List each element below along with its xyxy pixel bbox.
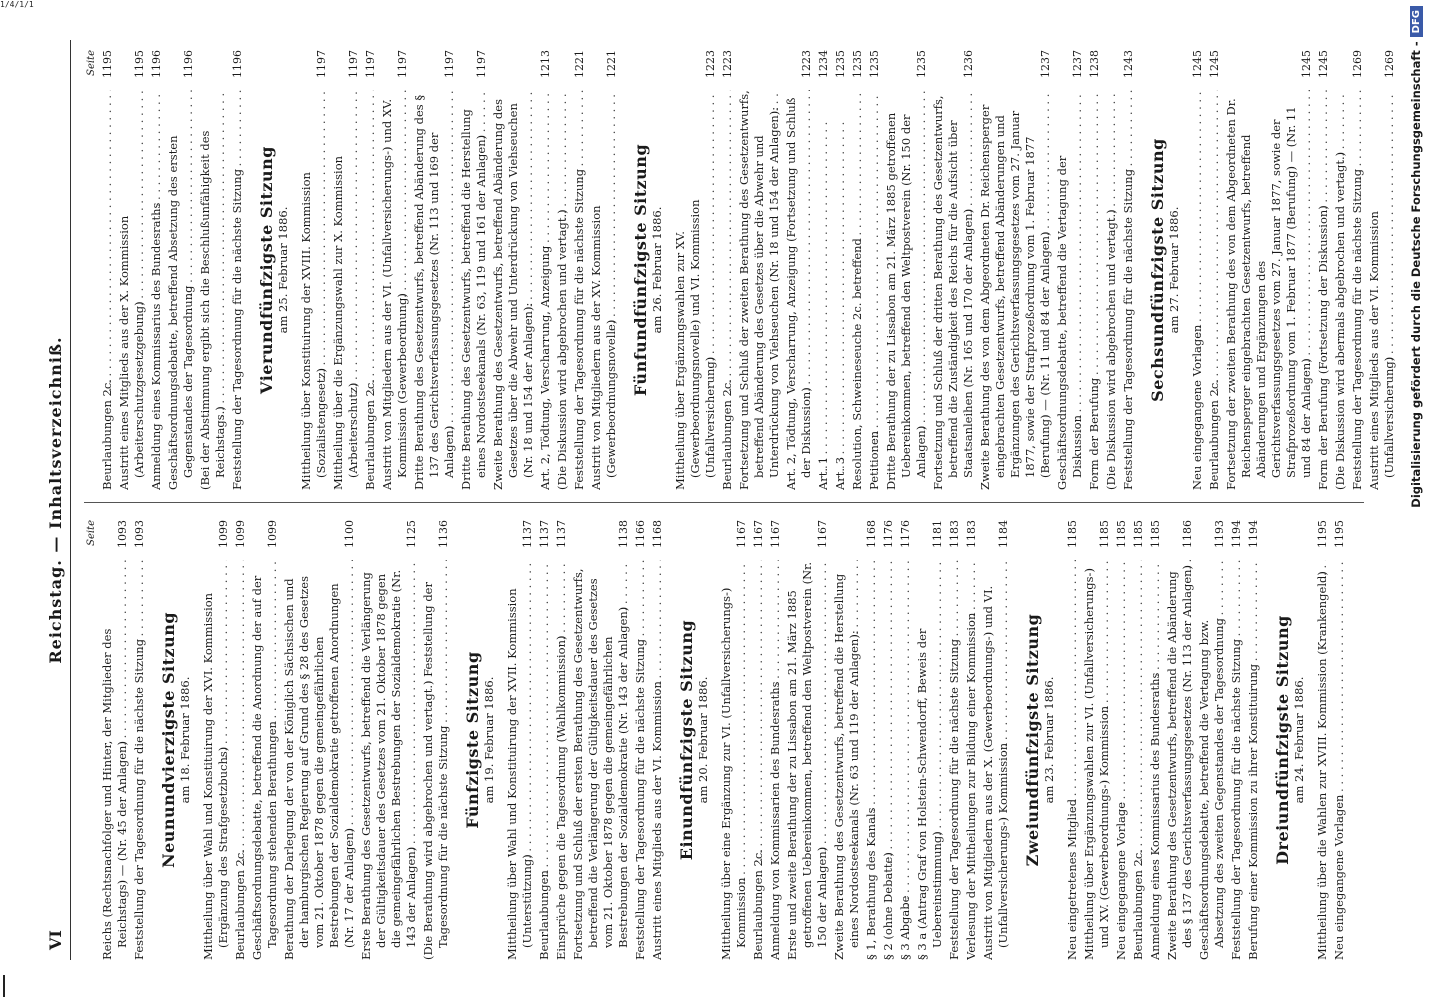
toc-entry — [864, 520, 879, 960]
toc-entry-text: Mittheilung über Konstituirung der XVIII. Kommission (Sozialistengesetz) . . . — [299, 90, 329, 490]
toc-entry-page: 1243 — [1122, 50, 1135, 78]
toc-entry — [132, 520, 147, 960]
toc-entry-text: Beurlaubungen 2c. . . . — [233, 560, 248, 960]
session-date: am 26. Februar 1886. — [650, 206, 664, 334]
toc-entry-page: 1195 — [1316, 520, 1329, 548]
toc-entry-text: Berufung einer Kommission zu ihrer Konstituirung . . . — [1246, 560, 1261, 960]
toc-entry-page: 1093 — [133, 520, 146, 548]
session-date: am 24. Februar 1886. — [1292, 676, 1306, 804]
toc-entry — [1367, 50, 1397, 490]
toc-entry-page: 1235 — [868, 50, 881, 78]
session-date: am 25. Februar 1886. — [276, 206, 290, 334]
toc-entry-text: Resolution, Schweineseuche 2c. betreffend . . . — [850, 90, 865, 490]
toc-entry-text: Dritte Berathung des Gesetzentwurfs, betreffend die Herstellung eines Nordostseekanals (Nr. 63, 119 und 161 der Anlagen) . . . — [459, 90, 489, 490]
toc-entry-text: Austritt von Mitgliedern aus der VI. (Unfallversicherungs-) und XV. Kommission (Gewerbeordnung) . . . — [380, 90, 410, 490]
dfg-logo: DFG — [1410, 6, 1423, 37]
toc-entry-text: Art. 3 . . . — [833, 90, 848, 490]
toc-entry — [589, 50, 619, 490]
toc-entry — [867, 50, 882, 490]
toc-entry-page: 1245 — [1300, 50, 1313, 78]
toc-entry — [282, 520, 357, 960]
toc-entry — [1131, 520, 1146, 960]
toc-entry — [785, 520, 830, 960]
toc-entry-page: 1197 — [475, 50, 488, 78]
toc-entry — [1224, 50, 1314, 490]
toc-entry — [650, 520, 665, 960]
toc-entry-page: 1223 — [721, 50, 734, 78]
toc-entry-text: Mittheilung über die Ergänzungswahl zur X. Kommission (Arbeiterschutz) . . . — [331, 90, 361, 490]
toc-entry-text: Austritt eines Mitglieds aus der VI. Kommission . . . — [650, 560, 665, 960]
toc-entry-text: (Die Diskussion wird abgebrochen und vertagt.) . . . — [555, 90, 570, 490]
toc-entry-page: 1185 — [1066, 520, 1079, 548]
toc-entry-text: (Die Diskussion wird abermals abgebrochen und vertagt.) . . . — [1333, 90, 1348, 490]
toc-entry-text: Petitionen . . . — [867, 90, 882, 490]
toc-entry-text: Feststellung der Tagesordnung für die nächste Sitzung . . . — [1121, 90, 1136, 490]
toc-entry — [1246, 520, 1261, 960]
toc-entry — [572, 50, 587, 490]
toc-entry — [554, 520, 569, 960]
toc-entry-page: 1237 — [1039, 50, 1052, 78]
toc-entry — [1065, 520, 1080, 960]
toc-entry — [117, 50, 147, 490]
session-date: am 19. Februar 1886. — [482, 676, 496, 804]
toc-entry — [931, 50, 976, 490]
toc-entry-page: 1269 — [1351, 50, 1364, 78]
toc-entry-text: Fortsetzung und Schluß der ersten Berathung des Gesetzentwurfs, betreffend die Verlängerung der Gültigkeitsdauer des Gesetzes vom 21. Oktober 1878 gegen die gemeingefährlichen Bestrebungen der Sozialdemokratie (Nr. 143 der Anlagen) . . . — [571, 560, 631, 960]
toc-entry — [947, 520, 962, 960]
toc-entry-text: Austritt von Mitgliedern aus der X. (Gewerbeordnungs-) und VI. (Unfallversicherungs-) Kommission . . . — [981, 560, 1011, 960]
toc-entry — [1350, 50, 1365, 490]
toc-entry-text: Geschäftsordnungsdebatte, betreffend die Vertagung der Diskussion . . . — [1055, 90, 1085, 490]
toc-entry — [100, 520, 130, 960]
toc-entry — [964, 520, 979, 960]
right-column — [84, 50, 1399, 490]
toc-entry — [250, 520, 280, 960]
toc-entry-page: 1167 — [752, 520, 765, 548]
toc-entry-text: Austritt von Mitgliedern aus der XV. Kommission (Gewerbeordnungsnovelle) . . . — [589, 90, 619, 490]
toc-entry-page: 1223 — [800, 50, 813, 78]
toc-entry-page: 1137 — [538, 520, 551, 548]
toc-entry-page: 1176 — [899, 520, 912, 548]
toc-entry-page: 1183 — [948, 520, 961, 548]
toc-entry-page: 1197 — [315, 50, 328, 78]
toc-entry-text: Form der Berufung (Fortsetzung der Diskussion) . . . — [1316, 90, 1331, 490]
toc-entry — [832, 520, 862, 960]
toc-entry-page: 1269 — [1383, 50, 1396, 78]
session-date: am 18. Februar 1886. — [178, 676, 192, 804]
toc-entry — [1332, 520, 1347, 960]
toc-entry-text: Zweite Berathung des Gesetzentwurfs, betreffend Abänderung des Gesetzes über die Abwehr und Unterdrückung von Viehseuchen (Nr. 18 und 154 der Anlagen): . . . — [491, 90, 536, 490]
toc-entry — [1207, 50, 1222, 490]
toc-entry — [915, 520, 945, 960]
toc-entry-text: Verlesung der Mittheilungen zur Bildung einer Kommission . . . — [964, 560, 979, 960]
toc-entry-text: Anmeldung eines Kommissarius des Bundesraths . . . — [1148, 560, 1163, 960]
toc-entry-text: § 1, Berathung des Kanals . . . — [864, 560, 879, 960]
toc-entry — [233, 520, 248, 960]
toc-entry-page: 1185 — [1098, 520, 1111, 548]
seite-label: Seite — [86, 520, 97, 546]
toc-entry-page: 1196 — [182, 50, 195, 78]
toc-entry-text: Fortsetzung und Schluß der dritten Berathung des Gesetzentwurfs, betreffend die Zuständigkeit des Reichs für die Aufsicht über Staatsanleihen (Nr. 165 und 170 der Anlagen) . . . — [931, 90, 976, 490]
toc-entry — [898, 520, 913, 960]
session-title: Sechsundfünfzigste Sitzung — [1148, 138, 1167, 402]
toc-entry-page: 1197 — [443, 50, 456, 78]
toc-entry-text: Mittheilung über Ergänzungswahlen zur VI. (Unfallversicherungs-) und XV. (Gewerbeordnungs-) Kommission . . . — [1082, 560, 1112, 960]
toc-entry-page: 1125 — [405, 520, 418, 548]
seite-label: Seite — [86, 50, 97, 76]
toc-entry-text: Dritte Berathung des Gesetzentwurfs, betreffend Abänderung des § 137 des Gerichtsverfassungsgesetzes (Nr. 113 und 169 der Anlagen) . . . — [412, 90, 457, 490]
toc-entry-page: 1167 — [816, 520, 829, 548]
page-header — [40, 40, 71, 960]
toc-entry-text: Beurlaubungen 2c. . . . — [100, 90, 115, 490]
toc-entry — [537, 520, 552, 960]
toc-entry-text: Geschäftsordnungsdebatte, betreffend die Vertagung bzw. Absetzung des zweiten Gegenstandes der Tagesordnung . . . — [1197, 560, 1227, 960]
toc-entry-page: 1235 — [834, 50, 847, 78]
toc-entry-page: 1196 — [231, 50, 244, 78]
toc-entry-page: 1185 — [1149, 520, 1162, 548]
toc-entry-text: Beurlaubungen 2c. . . . — [1207, 90, 1222, 490]
toc-entry — [784, 50, 814, 490]
toc-entry-text: Beurlaubungen 2c. . . . — [751, 560, 766, 960]
session-title: Fünfzigste Sitzung — [463, 651, 482, 829]
session-date: am 20. Februar 1886. — [696, 676, 710, 804]
toc-entry-text: Neu eingegangene Vorlagen . . . — [1332, 560, 1347, 960]
toc-entry — [149, 50, 164, 490]
toc-entry-page: 1099 — [217, 520, 230, 548]
toc-entry-page: 1236 — [962, 50, 975, 78]
toc-entry — [884, 50, 929, 490]
toc-entry-page: 1167 — [735, 520, 748, 548]
toc-entry — [1148, 520, 1163, 960]
session-title: Vierundfünfzigste Sitzung — [257, 146, 276, 394]
toc-entry-page: 1100 — [343, 520, 356, 548]
toc-entry-text: Geschäftsordnungsdebatte, betreffend die Anordnung der auf der Tagesordnung stehenden Berathungen . . . — [250, 560, 280, 960]
toc-entry-text: Art. 2, Tödtung, Verscharrung, Anzeigung . . . — [538, 90, 553, 490]
toc-entry-text: Beurlaubungen 2c. . . . — [363, 90, 378, 490]
toc-entry — [412, 50, 457, 490]
toc-entry-text: Einsprüche gegen die Tagesordnung (Wahlkommission) . . . — [554, 560, 569, 960]
toc-entry — [331, 50, 361, 490]
session-date: am 27. Februar 1886. — [1167, 206, 1181, 334]
toc-entry-text: Anmeldung eines Kommissarius des Bundesraths . . . — [149, 90, 164, 490]
toc-entry-page: 1221 — [605, 50, 618, 78]
toc-entry — [881, 520, 896, 960]
toc-entry-page: 1185 — [1132, 520, 1145, 548]
dfg-attribution-text: Digitalisierung gefördert durch die Deutsche Forschungsgemeinschaft - — [1409, 41, 1423, 508]
toc-entry-text: Austritt eines Mitglieds aus der X. Kommission (Arbeiterschutzgesetzgebung) . . . — [117, 90, 147, 490]
toc-entry-page: 1137 — [555, 520, 568, 548]
toc-entry-text: Zweite Berathung des Gesetzentwurfs, betreffend die Abänderung des § 137 des Gerichtsverfassungsgesetzes (Nr. 113 der Anlagen) . . . — [1165, 560, 1195, 960]
toc-entry — [100, 50, 115, 490]
toc-entry-text: Erste Berathung des Gesetzentwurfs, betreffend die Verlängerung der Gültigkeitsdauer des Gesetzes vom 21. Oktober 1878 gegen die gemeingefährlichen Bestrebungen der Sozialdemokratie (Nr. 143 der Anlagen) . . . — [359, 560, 419, 960]
dfg-attribution — [1404, 6, 1428, 996]
toc-entry-page: 1235 — [915, 50, 928, 78]
toc-entry — [1316, 50, 1331, 490]
toc-entry — [1165, 520, 1195, 960]
toc-entry — [491, 50, 536, 490]
toc-entry-text: § 3 a (Antrag Graf von Holstein-Schwendorff, Beweis der Uebereinstimmung) . . . — [915, 560, 945, 960]
toc-entry-text: Berathung der Darlegung der von der Königlich Sächsischen und der hamburgischen Regierung auf Grund des § 28 des Gesetzes vom 21. Oktober 1878 gegen die gemeingefährlichen Bestrebungen der Sozialdemokratie getroffenen Anordnungen (Nr. 17 der Anlagen) . . . — [282, 560, 357, 960]
toc-entry — [299, 50, 329, 490]
toc-entry-page: 1168 — [651, 520, 664, 548]
toc-entry-page: 1137 — [521, 520, 534, 548]
toc-entry-page: 1193 — [1213, 520, 1226, 548]
toc-entry-text: Mittheilung über die Wahlen zur XVIII. Kommission (Krankengeld) . . . — [1315, 560, 1330, 960]
toc-entry — [1333, 50, 1348, 490]
toc-entry — [981, 520, 1011, 960]
session-title: Dreiundfünfzigste Sitzung — [1273, 615, 1292, 865]
toc-entry-text: Reichs (Rechtsnachfolger und Hinter, der Mitglieder des Reichstags) — (Nr. 45 der Anlagen) . . . — [100, 560, 130, 960]
toc-entry-text: Feststellung der Tagesordnung für die nächste Sitzung . . . — [230, 90, 245, 490]
toc-entry-page: 1184 — [997, 520, 1010, 548]
toc-entry-page: 1195 — [133, 50, 146, 78]
toc-entry — [198, 50, 228, 490]
toc-entry-page: 1197 — [347, 50, 360, 78]
toc-entry-page: 1195 — [1333, 520, 1346, 548]
toc-entry — [737, 50, 782, 490]
toc-entry-text: Neu eingegangene Vorlage . . . — [1114, 560, 1129, 960]
toc-entry — [363, 50, 378, 490]
toc-entry-page: 1136 — [437, 520, 450, 548]
left-column — [84, 520, 1349, 960]
toc-entry — [201, 520, 231, 960]
toc-entry-text: Beurlaubungen 2c. . . . — [720, 90, 735, 490]
session-title: Fünfundfünfzigste Sitzung — [631, 143, 650, 397]
toc-entry-text: Zweite Berathung des Gesetzentwurfs, betreffend die Herstellung eines Nordostseekanals (Nr. 63 und 119 der Anlagen): . . . — [832, 560, 862, 960]
toc-entry — [1114, 520, 1129, 960]
toc-entry-page: 1168 — [865, 520, 878, 548]
toc-entry-text: Feststellung der Tagesordnung für die nächste Sitzung . . . — [572, 90, 587, 490]
toc-entry-text: Feststellung der Tagesordnung für die nächste Sitzung . . . — [132, 560, 147, 960]
session-title: Einundfünfzigste Sitzung — [677, 619, 696, 861]
toc-entry-page: 1197 — [396, 50, 409, 78]
toc-entry — [633, 520, 648, 960]
toc-entry-page: 1234 — [817, 50, 830, 78]
toc-entry — [833, 50, 848, 490]
toc-entry-page: 1186 — [1181, 520, 1194, 548]
toc-entry-page: 1099 — [266, 520, 279, 548]
toc-entry-text: Austritt eines Mitglieds aus der VI. Kommission (Unfallversicherung) . . . — [1367, 90, 1397, 490]
toc-entry-text: Feststellung der Tagesordnung für die nächste Sitzung . . . — [1229, 560, 1244, 960]
toc-entry-text: Feststellung der Tagesordnung für die nächste Sitzung . . . — [947, 560, 962, 960]
toc-entry-text: Beurlaubungen 2c. . . . — [1131, 560, 1146, 960]
toc-entry — [459, 50, 489, 490]
toc-entry — [1229, 520, 1244, 960]
toc-entry-text: Feststellung der Tagesordnung für die nächste Sitzung . . . — [1350, 90, 1365, 490]
toc-entry-page: 1221 — [573, 50, 586, 78]
toc-entry-page: 1181 — [931, 520, 944, 548]
toc-entry — [505, 520, 535, 960]
toc-entry-text: Fortsetzung und Schluß der zweiten Berathung des Gesetzentwurfs, betreffend Abänderung des Gesetzes über die Abwehr und Unterdrückung von Viehseuchen (Nr. 18 und 154 der Anlagen): . . . — [737, 90, 782, 490]
toc-entry-page: 1213 — [539, 50, 552, 78]
toc-entry-page: 1235 — [851, 50, 864, 78]
rotated-document-page — [40, 40, 1396, 960]
toc-entry-page: 1176 — [882, 520, 895, 548]
toc-entry — [1315, 520, 1330, 960]
toc-entry-page: 1183 — [965, 520, 978, 548]
column-divider — [84, 502, 1364, 503]
toc-entry — [230, 50, 245, 490]
toc-entry-page: 1185 — [1115, 520, 1128, 548]
toc-entry — [359, 520, 419, 960]
toc-entry — [816, 50, 831, 490]
toc-entry-text: Neu eingetretenes Mitglied . . . — [1065, 560, 1080, 960]
toc-entry-page: 1166 — [634, 520, 647, 548]
toc-entry — [1082, 520, 1112, 960]
toc-entry — [1190, 50, 1205, 490]
scan-edge-mark — [3, 975, 5, 997]
toc-entry-text: Anmeldung von Kommissarien des Bundesraths . . . — [768, 560, 783, 960]
toc-entry-page: 1245 — [1317, 50, 1330, 78]
toc-entry — [1087, 50, 1102, 490]
toc-entry-page: 1099 — [234, 520, 247, 548]
toc-entry — [166, 50, 196, 490]
toc-entry — [555, 50, 570, 490]
toc-entry-text: § 3 Abgabe . . . — [898, 560, 913, 960]
running-title: Reichstag. — Inhaltsverzeichniß. — [46, 336, 65, 664]
toc-entry — [768, 520, 783, 960]
toc-entry-text: Form der Berufung . . . — [1087, 90, 1102, 490]
toc-entry-text: Art. 1 . . . — [816, 90, 831, 490]
session-title: Neunundvierzigste Sitzung — [159, 611, 178, 869]
toc-entry-page: 1196 — [150, 50, 163, 78]
toc-entry — [720, 50, 735, 490]
toc-entry-page: 1138 — [617, 520, 630, 548]
toc-entry — [571, 520, 631, 960]
toc-entry-page: 1195 — [101, 50, 114, 78]
toc-entry-text: § 2 (ohne Debatte) . . . — [881, 560, 896, 960]
toc-entry — [751, 520, 766, 960]
toc-entry-page: 1245 — [1208, 50, 1221, 78]
toc-entry — [1104, 50, 1119, 490]
toc-entry-page: 1197 — [364, 50, 377, 78]
toc-entry-page: 1194 — [1230, 520, 1243, 548]
toc-entry — [1055, 50, 1085, 490]
toc-entry-page: 1245 — [1191, 50, 1204, 78]
toc-entry-text: Mittheilung über eine Ergänzung zur VI. (Unfallversicherungs-) Kommission . . . — [719, 560, 749, 960]
toc-entry-page: 1223 — [704, 50, 717, 78]
toc-entry-text: Zweite Berathung des von dem Abgeordneten Dr. Reichensperger eingebrachten Gesetzentwurfs, betreffend Abänderungen und Ergänzungen des Gerichtsverfassungsgesetzes vom 27. Januar 1877, sowie der Strafprozeßordnung vom 1. Februar 1877 (Berufung) — (Nr. 11 und 84 der Anlagen) . . . — [978, 90, 1053, 490]
toc-entry-text: (Die Berathung wird abgebrochen und vertagt.) Feststellung der Tagesordnung für die nächste Sitzung . . . — [421, 560, 451, 960]
toc-entry-text: Beurlaubungen . . . — [537, 560, 552, 960]
toc-entry — [380, 50, 410, 490]
session-title: Zweiundfünfzigste Sitzung — [1023, 613, 1042, 867]
toc-entry-text: Mittheilung über Wahl und Konstituirung der XVI. Kommission (Ergänzung des Strafgesetzbuchs) . . . — [201, 560, 231, 960]
toc-entry — [538, 50, 553, 490]
toc-entry-page: 1167 — [769, 520, 782, 548]
toc-entry-page: 1237 — [1071, 50, 1084, 78]
toc-entry-text: (Bei der Abstimmung ergibt sich die Beschlußunfähigkeit des Reichstags.) . . . — [198, 90, 228, 490]
toc-entry-text: Fortsetzung der zweiten Berathung des von dem Abgeordneten Dr. Reichensperger eingebrachten Gesetzentwurfs, betreffend Abänderungen und Ergänzungen des Gerichtsverfassungsgesetzes vom 27. Januar 1877, sowie der Strafprozeßordnung vom 1. Februar 1877 (Berufung) — (Nr. 11 und 84 der Anlagen) . . . — [1224, 90, 1314, 490]
page-number: VI — [46, 930, 65, 950]
toc-entry-page: 1093 — [116, 520, 129, 548]
toc-entry — [673, 50, 718, 490]
toc-entry — [978, 50, 1053, 490]
toc-entry-text: Geschäftsordnungsdebatte, betreffend Absetzung des ersten Gegenstandes der Tagesordnung . . . — [166, 90, 196, 490]
toc-entry-page: 1194 — [1247, 520, 1260, 548]
toc-entry-text: Mittheilung über Wahl und Konstituirung der XVII. Kommission (Unterstützung) . . . — [505, 560, 535, 960]
toc-entry-page: 1238 — [1088, 50, 1101, 78]
toc-entry — [1121, 50, 1136, 490]
session-date: am 23. Februar 1886. — [1042, 676, 1056, 804]
toc-entry-text: (Die Diskussion wird abgebrochen und vertagt.) . . . — [1104, 90, 1119, 490]
toc-entry — [421, 520, 451, 960]
toc-entry-text: Dritte Berathung der zu Lissabon am 21. März 1885 getroffenen Uebereinkommen, betreffend den Weltpostverein (Nr. 150 der Anlagen) . . . — [884, 90, 929, 490]
toc-entry — [850, 50, 865, 490]
toc-entry-text: Neu eingegangene Vorlagen . . . — [1190, 90, 1205, 490]
toc-entry-text: Feststellung der Tagesordnung für die nächste Sitzung . . . — [633, 560, 648, 960]
toc-entry — [719, 520, 749, 960]
scan-mark: 1/4/1/1 — [0, 0, 34, 9]
toc-entry-text: Mittheilung über Ergänzungswahlen zur XV. (Gewerbeordnungsnovelle) und VI. Kommission (Unfallversicherung) . . . — [673, 90, 718, 490]
toc-entry-text: Erste und zweite Berathung der zu Lissabon am 21. März 1885 getroffenen Uebereinkommen, betreffend den Weltpostverein (Nr. 150 der Anlagen) . . . — [785, 560, 830, 960]
toc-entry — [1197, 520, 1227, 960]
toc-entry-text: Art. 2, Tödtung, Verscharrung, Anzeigung (Fortsetzung und Schluß der Diskussion) . . . — [784, 90, 814, 490]
